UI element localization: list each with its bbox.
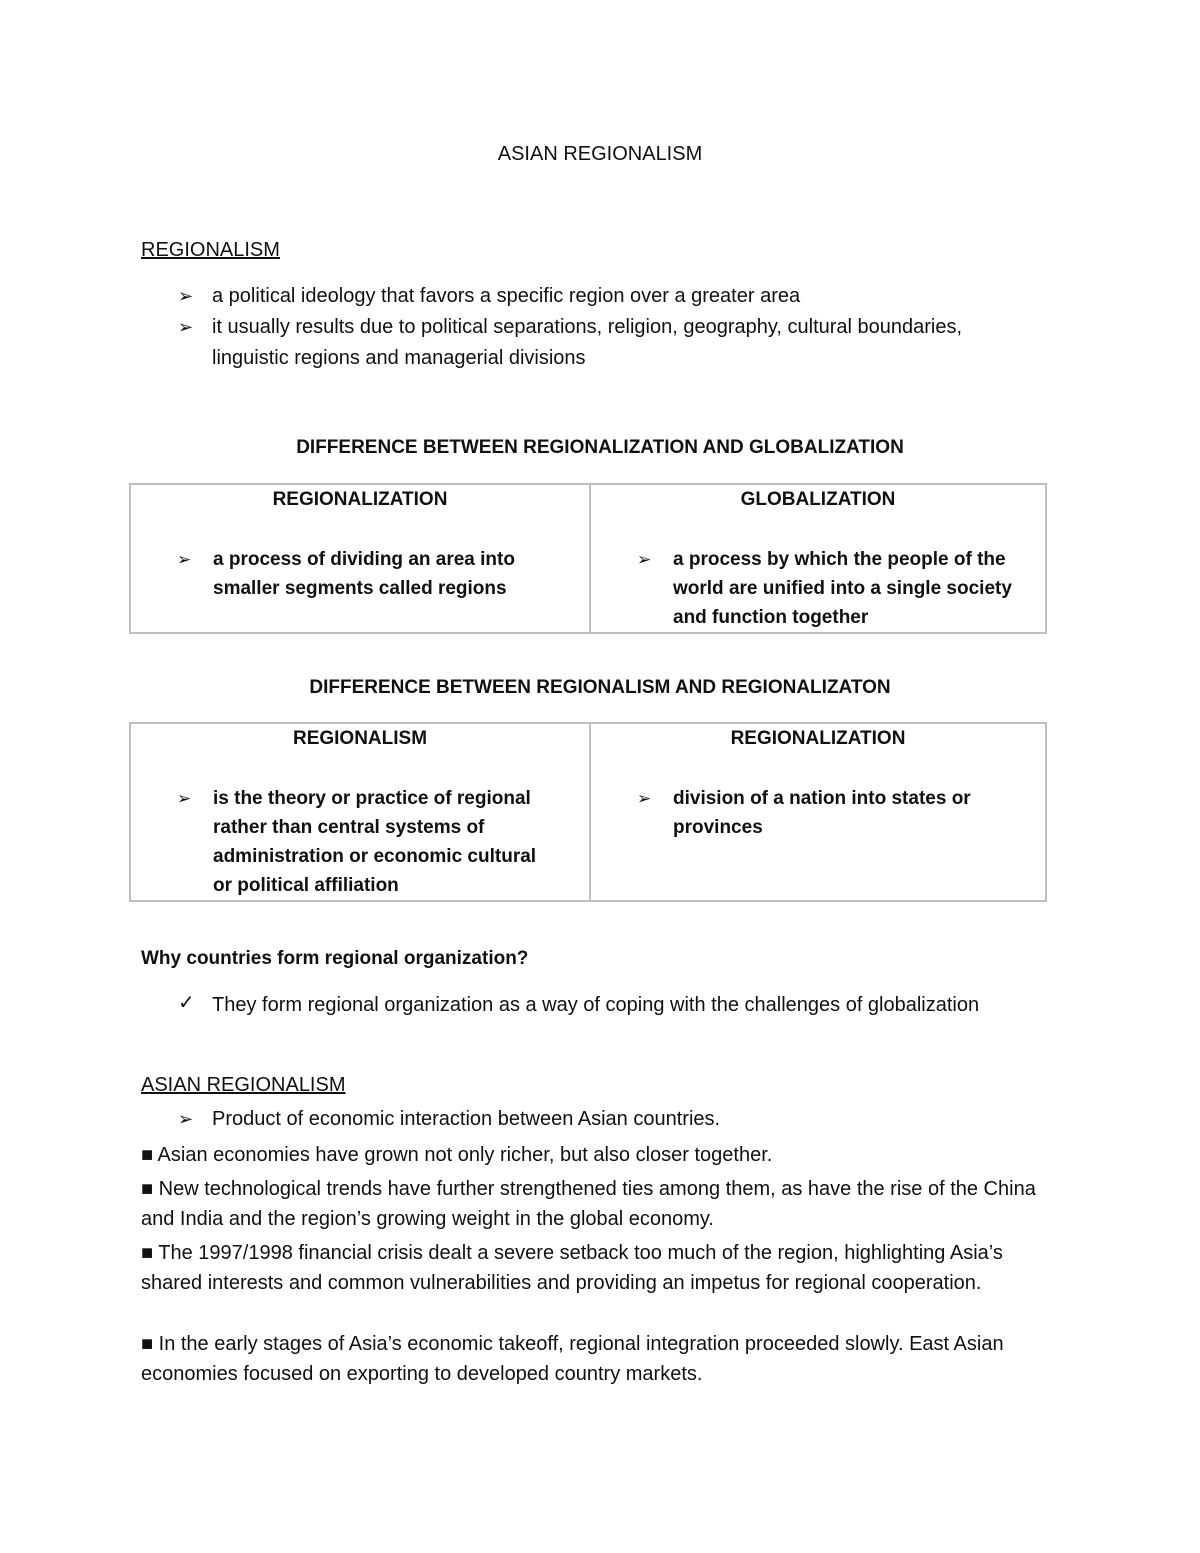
arrow-bullet-icon: ➢ <box>637 550 652 569</box>
table1-left-cell <box>130 484 590 633</box>
asian-regionalism-heading: ASIAN REGIONALISM <box>141 1074 346 1096</box>
table2-right-cell <box>590 723 1046 901</box>
regionalism-bullet-2-cont: linguistic regions and managerial divisions <box>212 347 586 369</box>
arrow-bullet-icon: ➢ <box>177 789 192 808</box>
table1-right-cell <box>590 484 1046 633</box>
table2-right-line: division of a nation into states or <box>673 788 971 809</box>
asian-arrow-item: Product of economic interaction between Asian countries. <box>212 1108 721 1130</box>
table1-right-line: world are unified into a single society <box>673 578 1012 599</box>
table2-left-item <box>131 784 589 900</box>
comparison-table-2 <box>129 722 1047 902</box>
table2-left-head: REGIONALISM <box>292 728 428 749</box>
table2-right-item <box>591 784 1045 842</box>
table2-left-line: or political affiliation <box>213 875 399 896</box>
table1-right-line: a process by which the people of the <box>673 549 1006 570</box>
why-question: Why countries form regional organization? <box>141 948 529 969</box>
table1-left-line: smaller segments called regions <box>213 578 507 599</box>
asian-point-4: ■ In the early stages of Asia’s economic takeoff, regional integration proceeded slowly. East Asian economies focused on exporting to developed country markets. <box>141 1333 1004 1385</box>
table1-left-line: a process of dividing an area into <box>213 549 515 570</box>
table1-left-head: REGIONALIZATION <box>272 489 448 510</box>
table2-left-cell <box>130 723 590 901</box>
table2-left-line: is the theory or practice of regional <box>213 788 531 809</box>
arrow-bullet-icon: ➢ <box>177 550 192 569</box>
asian-point-2: ■ New technological trends have further strengthened ties among them, as have the rise of the China and India and the region’s growing weight in the global economy. <box>141 1178 1036 1230</box>
why-answer: They form regional organization as a way of coping with the challenges of globalization <box>212 994 980 1016</box>
document-title: ASIAN REGIONALISM <box>497 143 703 165</box>
table1-right-item <box>591 545 1045 632</box>
section-heading-regionalism: REGIONALISM <box>141 239 280 261</box>
regionalism-bullet-1: a political ideology that favors a specific region over a greater area <box>212 285 801 307</box>
arrow-bullet-icon: ➢ <box>178 1109 194 1129</box>
table2-left-line: rather than central systems of <box>213 817 485 838</box>
table2-right-line: provinces <box>673 817 763 838</box>
arrow-bullet-icon: ➢ <box>178 286 194 306</box>
asian-point-3: ■ The 1997/1998 financial crisis dealt a severe setback too much of the region, highlighting Asia’s shared interests and common vulnerabilities and providing an impetus for regional cooperation. <box>141 1242 1003 1294</box>
arrow-bullet-icon: ➢ <box>178 317 194 337</box>
table1-heading: DIFFERENCE BETWEEN REGIONALIZATION AND GLOBALIZATION <box>296 437 904 458</box>
table1-right-line: and function together <box>673 607 869 628</box>
table2-right-head: REGIONALIZATION <box>730 728 906 749</box>
table1-right-head: GLOBALIZATION <box>740 489 896 510</box>
regionalism-bullet-2: it usually results due to political separations, religion, geography, cultural boundaries, <box>212 316 963 338</box>
table2-left-line: administration or economic cultural <box>213 846 537 867</box>
check-bullet-icon: ✓ <box>178 992 195 1014</box>
table2-heading: DIFFERENCE BETWEEN REGIONALISM AND REGIONALIZATON <box>309 677 891 698</box>
arrow-bullet-icon: ➢ <box>637 789 652 808</box>
table1-left-item <box>131 545 589 603</box>
asian-point-1: ■ Asian economies have grown not only richer, but also closer together. <box>141 1144 773 1166</box>
comparison-table-1 <box>129 483 1047 634</box>
